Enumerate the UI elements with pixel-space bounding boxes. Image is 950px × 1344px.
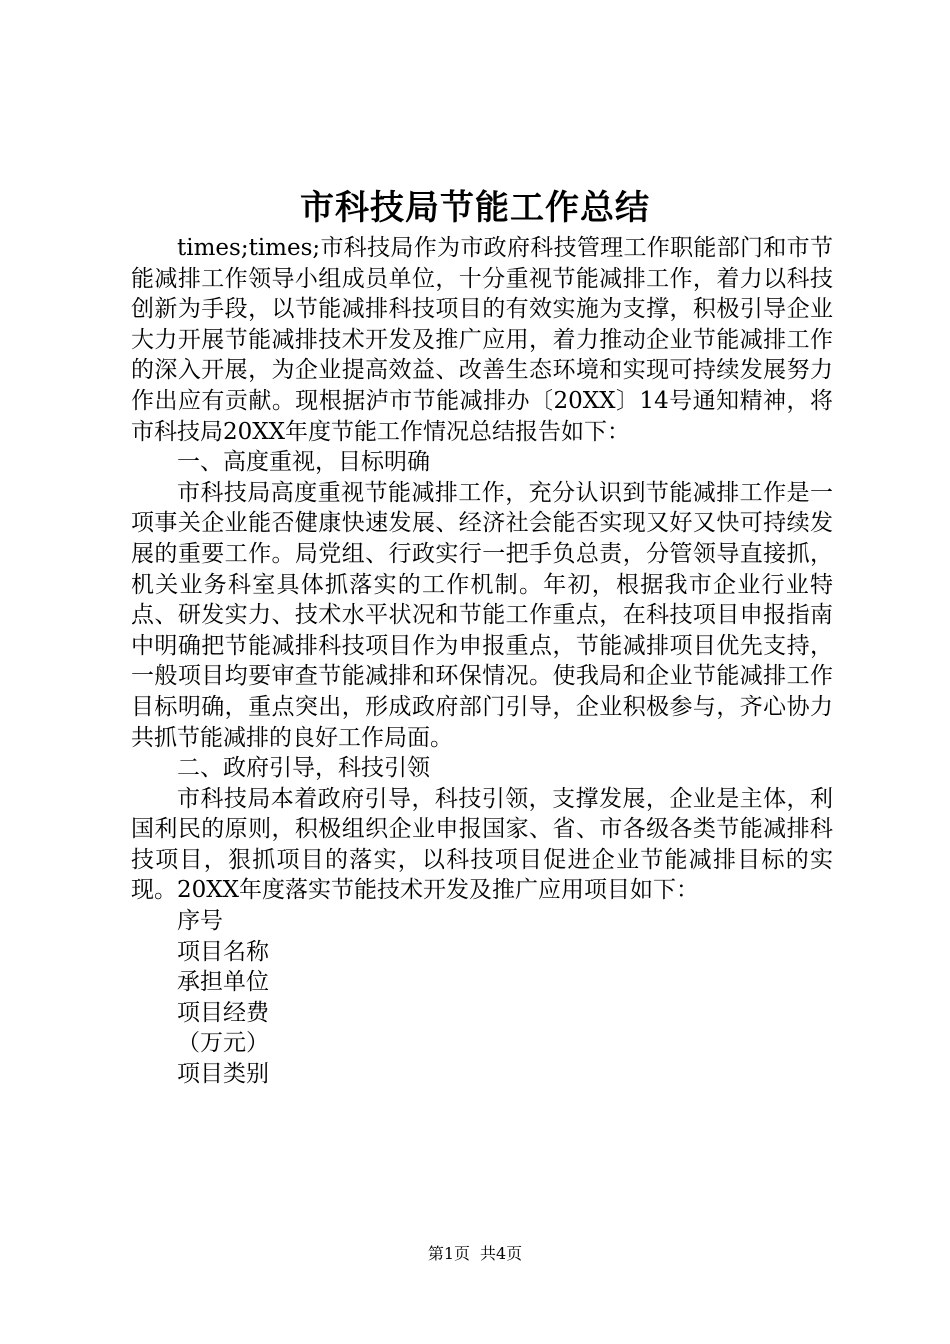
- table-header-serial: 序号: [177, 908, 223, 935]
- page-number-current: 第1页: [427, 1244, 470, 1263]
- document-title: 市科技局节能工作总结: [300, 188, 650, 228]
- intro-paragraph: times;times;市科技局作为市政府科技管理工作职能部门和市节能减排工作领导小组成员单位，十分重视节能减排工作，着力以科技创新为手段，以节能减排科技项目的有效实施为支撑，积极引导企业大力开展节能减排技术开发及推广应用，着力推动企业节能减排工作的深入开展，为企业提高效益、改善生态环境和实现可持续发展努力作出应有贡献。现根据泸市节能减排办〔20XX〕14号通知精神，将市科技局20XX年度节能工作情况总结报告如下：: [131, 235, 833, 445]
- section-paragraph-2: 市科技局本着政府引导，科技引领，支撑发展，企业是主体，利国利民的原则，积极组织企业申报国家、省、市各级各类节能减排科技项目，狠抓项目的落实，以科技项目促进企业节能减排目标的实现。20XX年度落实节能技术开发及推广应用项目如下：: [131, 785, 833, 904]
- table-header-unit: 承担单位: [177, 969, 269, 996]
- document-body: [131, 233, 833, 1090]
- page-number-total: 共4页: [480, 1244, 523, 1263]
- table-header-funding-unit: （万元）: [177, 1030, 269, 1057]
- table-header-funding: 项目经费: [177, 999, 269, 1026]
- section-paragraph-1: 市科技局高度重视节能减排工作，充分认识到节能减排工作是一项事关企业能否健康快速发展、经济社会能否实现又好又快可持续发展的重要工作。局党组、行政实行一把手负总责，分管领导直接抓，机关业务科室具体抓落实的工作机制。年初，根据我市企业行业特点、研发实力、技术水平状况和节能工作重点，在科技项目申报指南中明确把节能减排科技项目作为申报重点，节能减排项目优先支持，一般项目均要审查节能减排和环保情况。使我局和企业节能减排工作目标明确，重点突出，形成政府部门引导，企业积极参与，齐心协力共抓节能减排的良好工作局面。: [131, 479, 833, 751]
- table-header-project-name: 项目名称: [177, 938, 269, 965]
- table-header-category: 项目类别: [177, 1061, 269, 1088]
- page-footer: [0, 1243, 950, 1265]
- section-heading-1: 一、高度重视，目标明确: [177, 449, 430, 476]
- section-heading-2: 二、政府引导，科技引领: [177, 755, 430, 782]
